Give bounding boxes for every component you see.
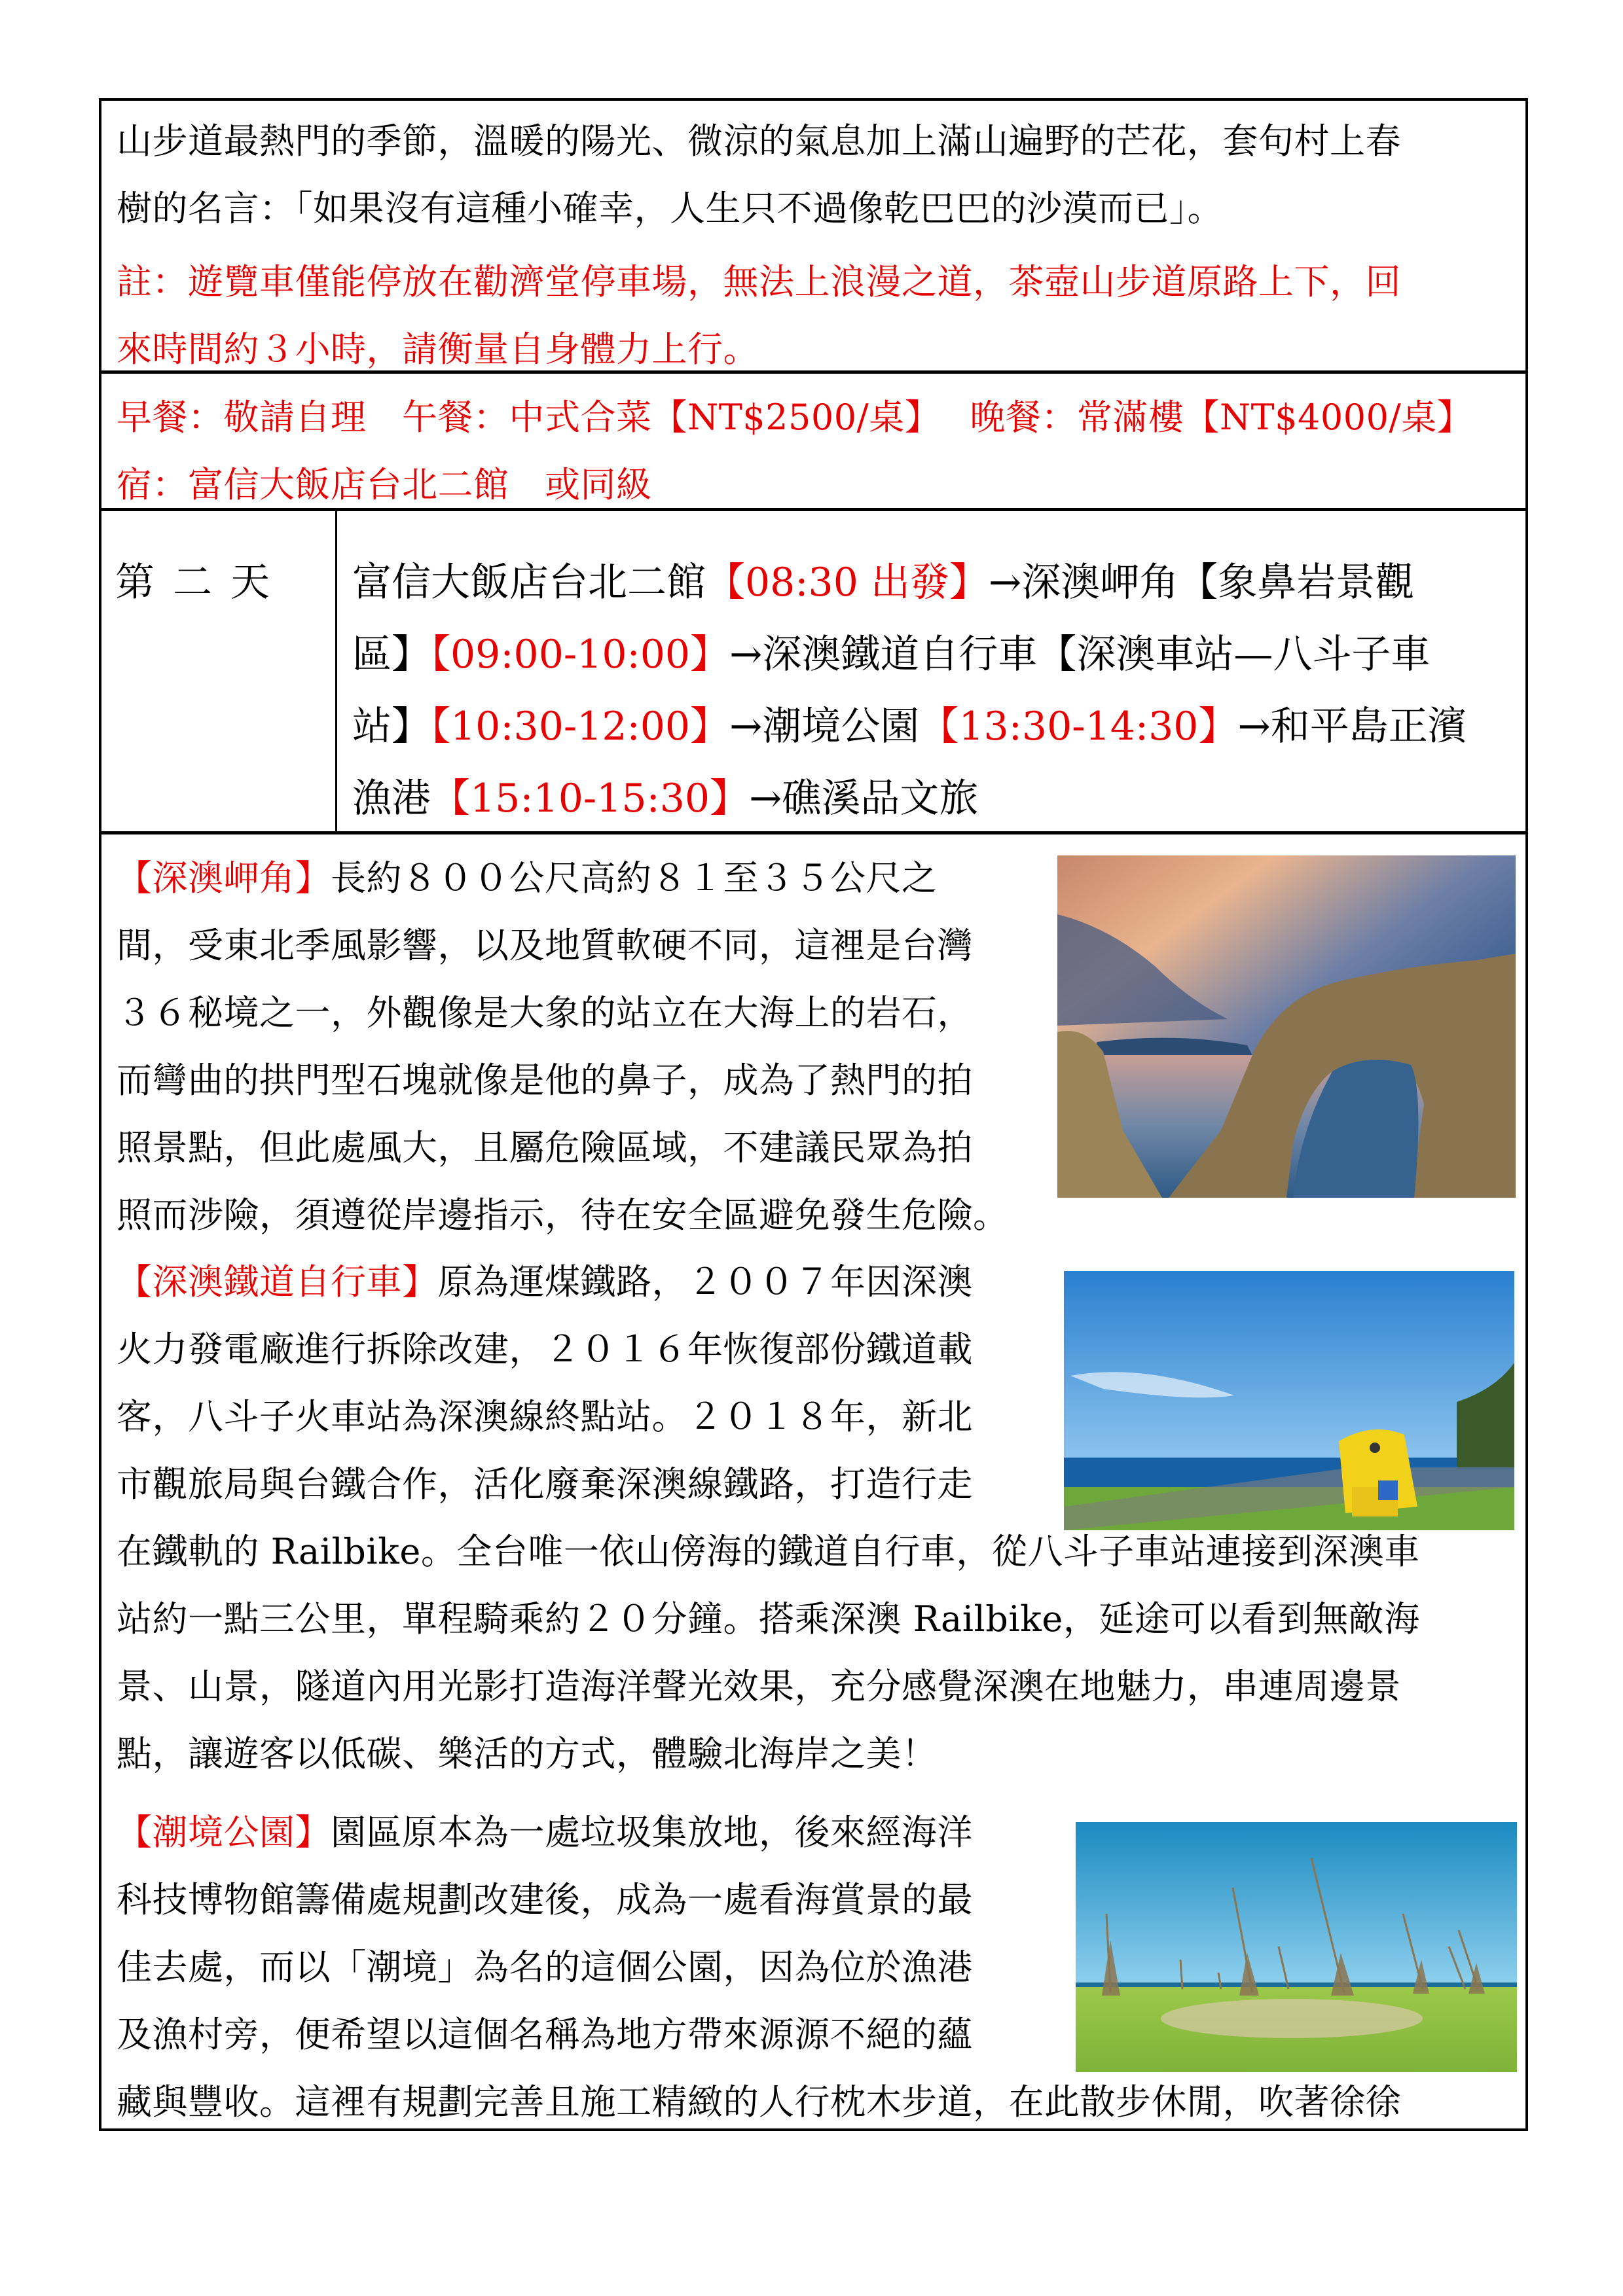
attraction-text: 藏與豐收。這裡有規劃完善且施工精緻的人行枕木步道，在此散步休閒，吹著徐徐 — [117, 2081, 1401, 2123]
route-time: 【13:30-14:30】 — [919, 704, 1238, 749]
attraction-text: 科技博物館籌備處規劃改建後，成為一處看海賞景的最 — [117, 1879, 973, 1920]
route-segment: →深澳鐵道自行車【深澳車站—八斗子車 — [729, 632, 1431, 677]
attraction-text: 站約一點三公里，單程騎乘約２０分鐘。搭乘深澳 Railbike，延途可以看到無敵海 — [117, 1598, 1420, 1640]
route-segment: 站】 — [352, 704, 431, 749]
attraction-text: 景、山景，隧道內用光影打造海洋聲光效果，充分感覺深澳在地魅力，串連周邊景 — [117, 1666, 1401, 1707]
route-line — [352, 691, 1518, 762]
route-line — [352, 762, 1518, 834]
route-segment: 漁港 — [352, 776, 431, 821]
route-line — [352, 619, 1518, 691]
note-line: 註：遊覽車僅能停放在勸濟堂停車場，無法上浪漫之道，茶壺山步道原路上下，回 — [117, 261, 1401, 302]
lodging-line: 宿：富信大飯店台北二館 或同級 — [117, 464, 652, 505]
attraction-text: 在鐵軌的 Railbike。全台唯一依山傍海的鐵道自行車，從八斗子車站連接到深澳車 — [117, 1531, 1420, 1572]
attraction-text: 園區原本為一處垃圾集放地，後來經海洋 — [331, 1812, 973, 1853]
route-segment: →深澳岬角【象鼻岩景觀 — [988, 560, 1415, 605]
chaojing-park-photo — [1076, 1822, 1517, 2072]
railbike-photo — [1064, 1271, 1514, 1530]
attraction-shenao-cape — [117, 844, 938, 912]
column-divider — [335, 510, 337, 832]
route-line — [352, 547, 1518, 619]
meals-line: 早餐：敬請自理 午餐：中式合菜【NT$2500/桌】 晚餐：常滿樓【NT$4000/桌】 — [117, 397, 1473, 438]
attraction-chaojing-park — [117, 1799, 973, 1866]
attraction-text: 間，受東北季風影響，以及地質軟硬不同，這裡是台灣 — [117, 925, 973, 966]
route-segment: 區】 — [352, 632, 431, 677]
note-line: 來時間約３小時，請衡量自身體力上行。 — [117, 329, 759, 370]
attraction-title: 【深澳鐵道自行車】 — [117, 1261, 438, 1302]
route-segment: 富信大飯店台北二館 — [352, 560, 706, 605]
attraction-text: 市觀旅局與台鐵合作，活化廢棄深澳線鐵路，打造行走 — [117, 1463, 973, 1505]
route-time: 【09:00-10:00】 — [431, 632, 730, 677]
route-segment: →潮境公園 — [729, 704, 920, 749]
attraction-title: 【潮境公園】 — [117, 1812, 331, 1853]
attraction-text: 火力發電廠進行拆除改建，２０１６年恢復部份鐵道載 — [117, 1329, 973, 1370]
intro-line: 山步道最熱門的季節，溫暖的陽光、微涼的氣息加上滿山遍野的芒花，套句村上春 — [117, 120, 1401, 162]
attraction-text: 原為運煤鐵路，２００７年因深澳 — [437, 1261, 973, 1302]
attraction-text: 佳去處，而以「潮境」為名的這個公園，因為位於漁港 — [117, 1946, 973, 1988]
elephant-trunk-rock-photo — [1057, 855, 1516, 1198]
route-segment: →和平島正濱 — [1237, 704, 1467, 749]
attraction-text: 而彎曲的拱門型石塊就像是他的鼻子，成為了熱門的拍 — [117, 1060, 973, 1101]
route-time: 【10:30-12:00】 — [431, 704, 730, 749]
day-route — [352, 547, 1518, 834]
route-segment: →礁溪品文旅 — [749, 776, 979, 821]
attraction-text: 照景點，但此處風大，且屬危險區域，不建議民眾為拍 — [117, 1127, 973, 1168]
attraction-text: 客，八斗子火車站為深澳線終點站。２０１８年，新北 — [117, 1396, 973, 1437]
attraction-text: 點，讓遊客以低碳、樂活的方式，體驗北海岸之美！ — [117, 1733, 938, 1774]
intro-line: 樹的名言：「如果沒有這種小確幸，人生只不過像乾巴巴的沙漠而已」。 — [117, 188, 1223, 229]
attraction-text: 長約８００公尺高約８１至３５公尺之 — [331, 857, 938, 899]
attraction-title: 【深澳岬角】 — [117, 857, 331, 899]
attraction-text: 及漁村旁，便希望以這個名稱為地方帶來源源不絕的蘊 — [117, 2014, 973, 2055]
route-time: 【08:30 出發】 — [706, 560, 989, 605]
day-label: 第二天 — [115, 560, 288, 605]
attraction-text: 照而涉險，須遵從岸邊指示，待在安全區避免發生危險。 — [117, 1194, 1009, 1236]
route-time: 【15:10-15:30】 — [431, 776, 750, 821]
attraction-text: ３６秘境之一，外觀像是大象的站立在大海上的岩石， — [117, 992, 973, 1033]
attraction-shenao-railbike — [117, 1248, 973, 1316]
